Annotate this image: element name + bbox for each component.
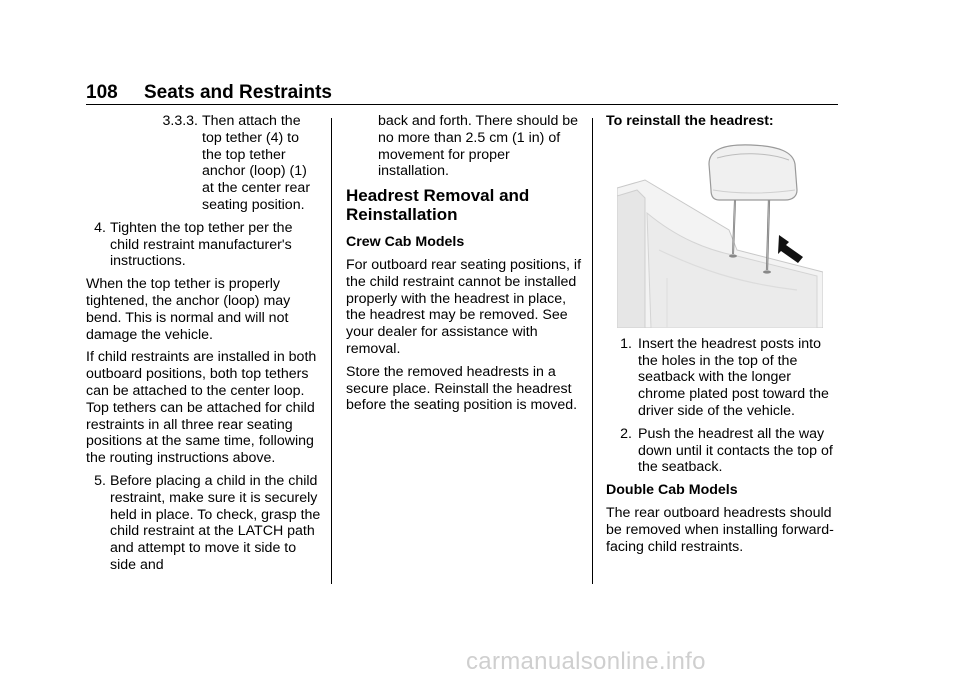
reinstall-step-1-number: 1. [620, 335, 632, 352]
step-3-3-3-number: 3.3.3. [162, 113, 198, 129]
step-3-3-3 [162, 113, 322, 214]
column-2 [346, 113, 582, 420]
step-5-continuation: back and forth. There should be no more than 2.5 cm (1 in) of movement for proper installation. [378, 113, 579, 180]
section-heading: Headrest Removal and Reinstallation [346, 186, 530, 225]
page-header [86, 82, 332, 104]
page-number: 108 [86, 82, 118, 103]
column-1 [86, 113, 322, 580]
headrest-illustration [617, 138, 823, 328]
crew-cab-heading: Crew Cab Models [346, 234, 465, 251]
reinstall-step-1-text: Insert the headrest posts into the holes in the top of the seatback with the longer chrome plated post toward the driver side of the vehicle. [638, 335, 829, 419]
step-5-number: 5. [94, 472, 106, 489]
step-5-text: Before placing a child in the child restraint, make sure it is securely held in place. To check, grasp the child restraint at the LATCH path and attempt to move it side to side and [110, 472, 321, 573]
step-4 [86, 220, 322, 270]
reinstall-step-2-text: Push the headrest all the way down until it contacts the top of the seatback. [638, 425, 833, 476]
step-3-3-3-text: Then attach the top tether (4) to the top tether anchor (loop) (1) at the center rear seating position. [202, 113, 311, 213]
step-5 [86, 473, 322, 574]
step-4-number: 4. [94, 219, 106, 236]
crew-cab-paragraph-2: Store the removed headrests in a secure place. Reinstall the headrest before the seating position is moved. [346, 363, 578, 414]
column-divider-right [592, 118, 593, 584]
step-4-text: Tighten the top tether per the child restraint manufacturer's instructions. [110, 219, 293, 270]
reinstall-step-1 [606, 336, 842, 420]
watermark: carmanualsonline.info [466, 648, 706, 675]
reinstall-heading: To reinstall the headrest: [606, 113, 774, 129]
column-divider-left [331, 118, 332, 584]
step-4-note-2: If child restraints are installed in both outboard positions, both top tethers can be attached to the center loop. Top tethers can be attached for child restraints in all three rear seating positions at the same time, following the routing instructions above. [86, 349, 317, 467]
double-cab-paragraph: The rear outboard headrests should be removed when installing forward-facing child restraints. [606, 504, 834, 555]
double-cab-heading: Double Cab Models [606, 482, 738, 499]
header-rule [86, 104, 838, 105]
reinstall-step-2 [606, 426, 842, 476]
column-3 [606, 113, 842, 561]
section-title: Seats and Restraints [144, 82, 332, 103]
reinstall-step-2-number: 2. [620, 425, 632, 442]
step-4-note-1: When the top tether is properly tightened, the anchor (loop) may bend. This is normal and will not damage the vehicle. [86, 276, 291, 343]
crew-cab-paragraph-1: For outboard rear seating positions, if the child restraint cannot be installed properly with the headrest in place, the headrest may be removed. See your dealer for assistance with removal. [346, 256, 582, 357]
